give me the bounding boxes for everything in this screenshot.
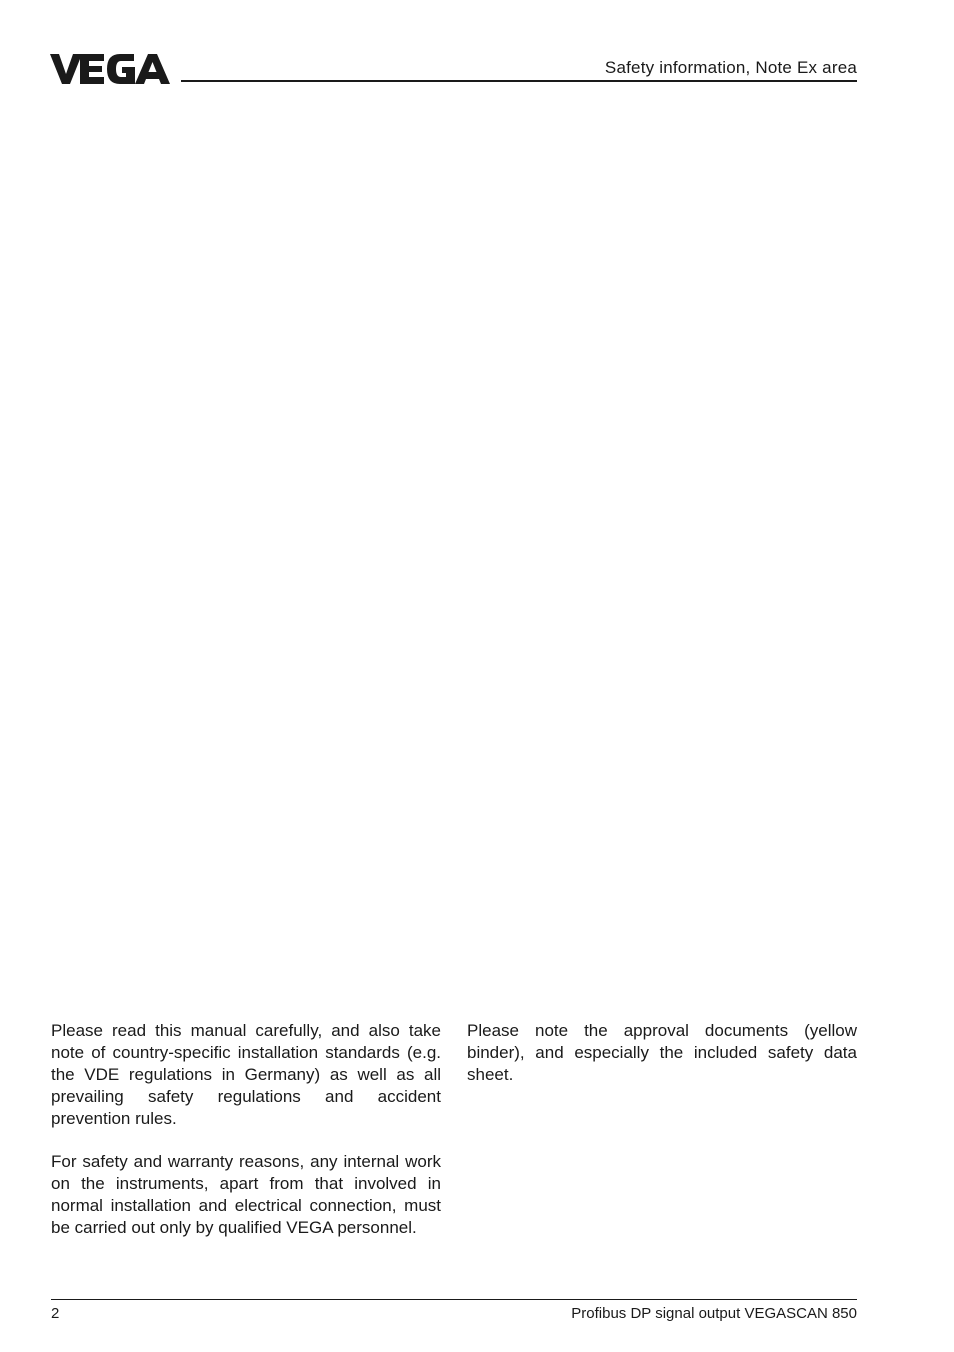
vega-logo-icon: [50, 48, 172, 86]
safety-paragraph-1: Please read this manual carefully, and also take note of country-specific installation standards (e.g. the VDE regulations in Germany) as well as all prevailing safety regulations and accident prevention rules.: [51, 1021, 441, 1128]
header-rule: [181, 80, 857, 82]
approval-paragraph: Please note the approval documents (yellow binder), and especially the included safety data sheet.: [467, 1021, 857, 1084]
left-column: [51, 1020, 441, 1260]
vega-logo: [50, 48, 172, 86]
page-header-title: Safety information, Note Ex area: [604, 58, 857, 77]
page-number: 2: [51, 1305, 60, 1322]
footer-rule: [51, 1299, 857, 1300]
footer-document-title: Profibus DP signal output VEGASCAN 850: [571, 1305, 857, 1322]
right-column: [467, 1020, 857, 1107]
safety-paragraph-2: For safety and warranty reasons, any internal work on the instruments, apart from that involved in normal installation and electrical connection, must be carried out only by qualified VEGA personnel.: [51, 1152, 441, 1237]
